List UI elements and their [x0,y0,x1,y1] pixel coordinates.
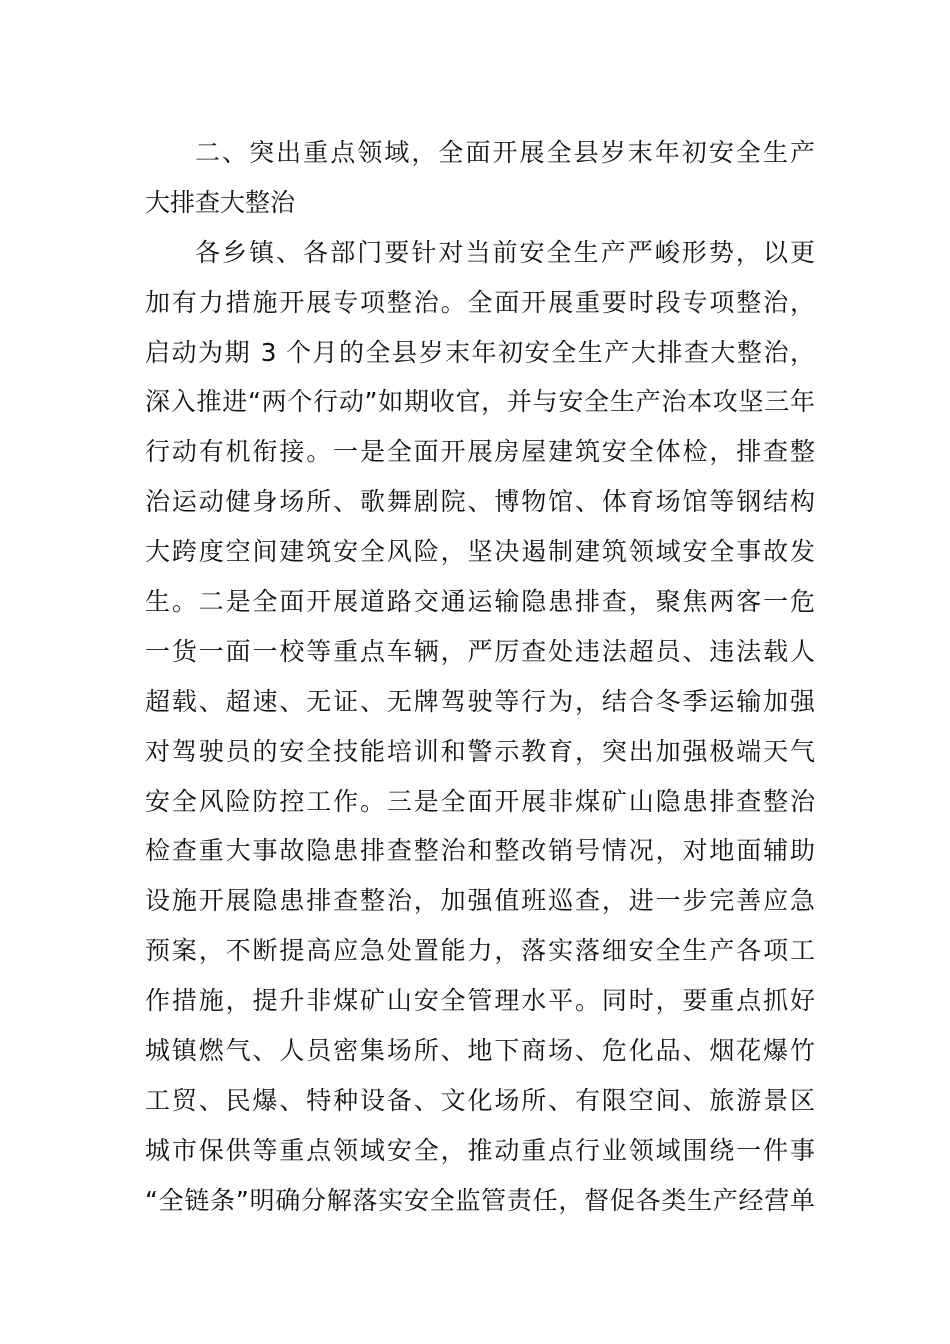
paragraph-line: “全链条”明确分解落实安全监管责任，督促各类生产经营单 [145,1185,815,1215]
paragraph-line: 安全风险防控工作。三是全面开展非煤矿山隐患排查整治 [145,786,815,816]
paragraph-line: 检查重大事故隐患排查整治和整改销号情况，对地面辅助 [145,836,815,866]
paragraph-line: 一货一面一校等重点车辆，严厉查处违法超员、违法载人 [145,636,815,666]
paragraph-line: 深入推进“两个行动”如期收官，并与安全生产治本攻坚三年 [145,387,815,417]
paragraph-line: 各乡镇、各部门要针对当前安全生产严峻形势，以更 [195,237,815,267]
paragraph-line: 设施开展隐患排查整治，加强值班巡查，进一步完善应急 [145,886,815,916]
section-heading-line: 大排查大整治 [145,187,296,217]
paragraph-line: 预案，不断提高应急处置能力，落实落细安全生产各项工 [145,936,815,966]
body-text [145,128,815,1226]
paragraph-line: 生。二是全面开展道路交通运输隐患排查，聚焦两客一危 [145,587,815,617]
paragraph-line: 行动有机衔接。一是全面开展房屋建筑安全体检，排查整 [145,437,815,467]
paragraph-line: 对驾驶员的安全技能培训和警示教育，突出加强极端天气 [145,736,815,766]
paragraph-line: 治运动健身场所、歌舞剧院、博物馆、体育场馆等钢结构 [145,487,815,517]
paragraph-line: 大跨度空间建筑安全风险，坚决遏制建筑领域安全事故发 [145,537,815,567]
paragraph-line: 城市保供等重点领域安全，推动重点行业领域围绕一件事 [145,1135,815,1165]
paragraph-line: 作措施，提升非煤矿山安全管理水平。同时，要重点抓好 [145,986,815,1016]
paragraph-line: 城镇燃气、人员密集场所、地下商场、危化品、烟花爆竹 [145,1036,815,1066]
paragraph-line: 加有力措施开展专项整治。全面开展重要时段专项整治， [145,287,815,317]
paragraph-line: 工贸、民爆、特种设备、文化场所、有限空间、旅游景区 [145,1085,815,1115]
paragraph-line: 启动为期 3 个月的全县岁末年初安全生产大排查大整治， [145,337,815,367]
section-heading-line: 二、突出重点领域，全面开展全县岁末年初安全生产 [195,138,815,167]
paragraph-line: 超载、超速、无证、无牌驾驶等行为，结合冬季运输加强 [145,686,815,716]
